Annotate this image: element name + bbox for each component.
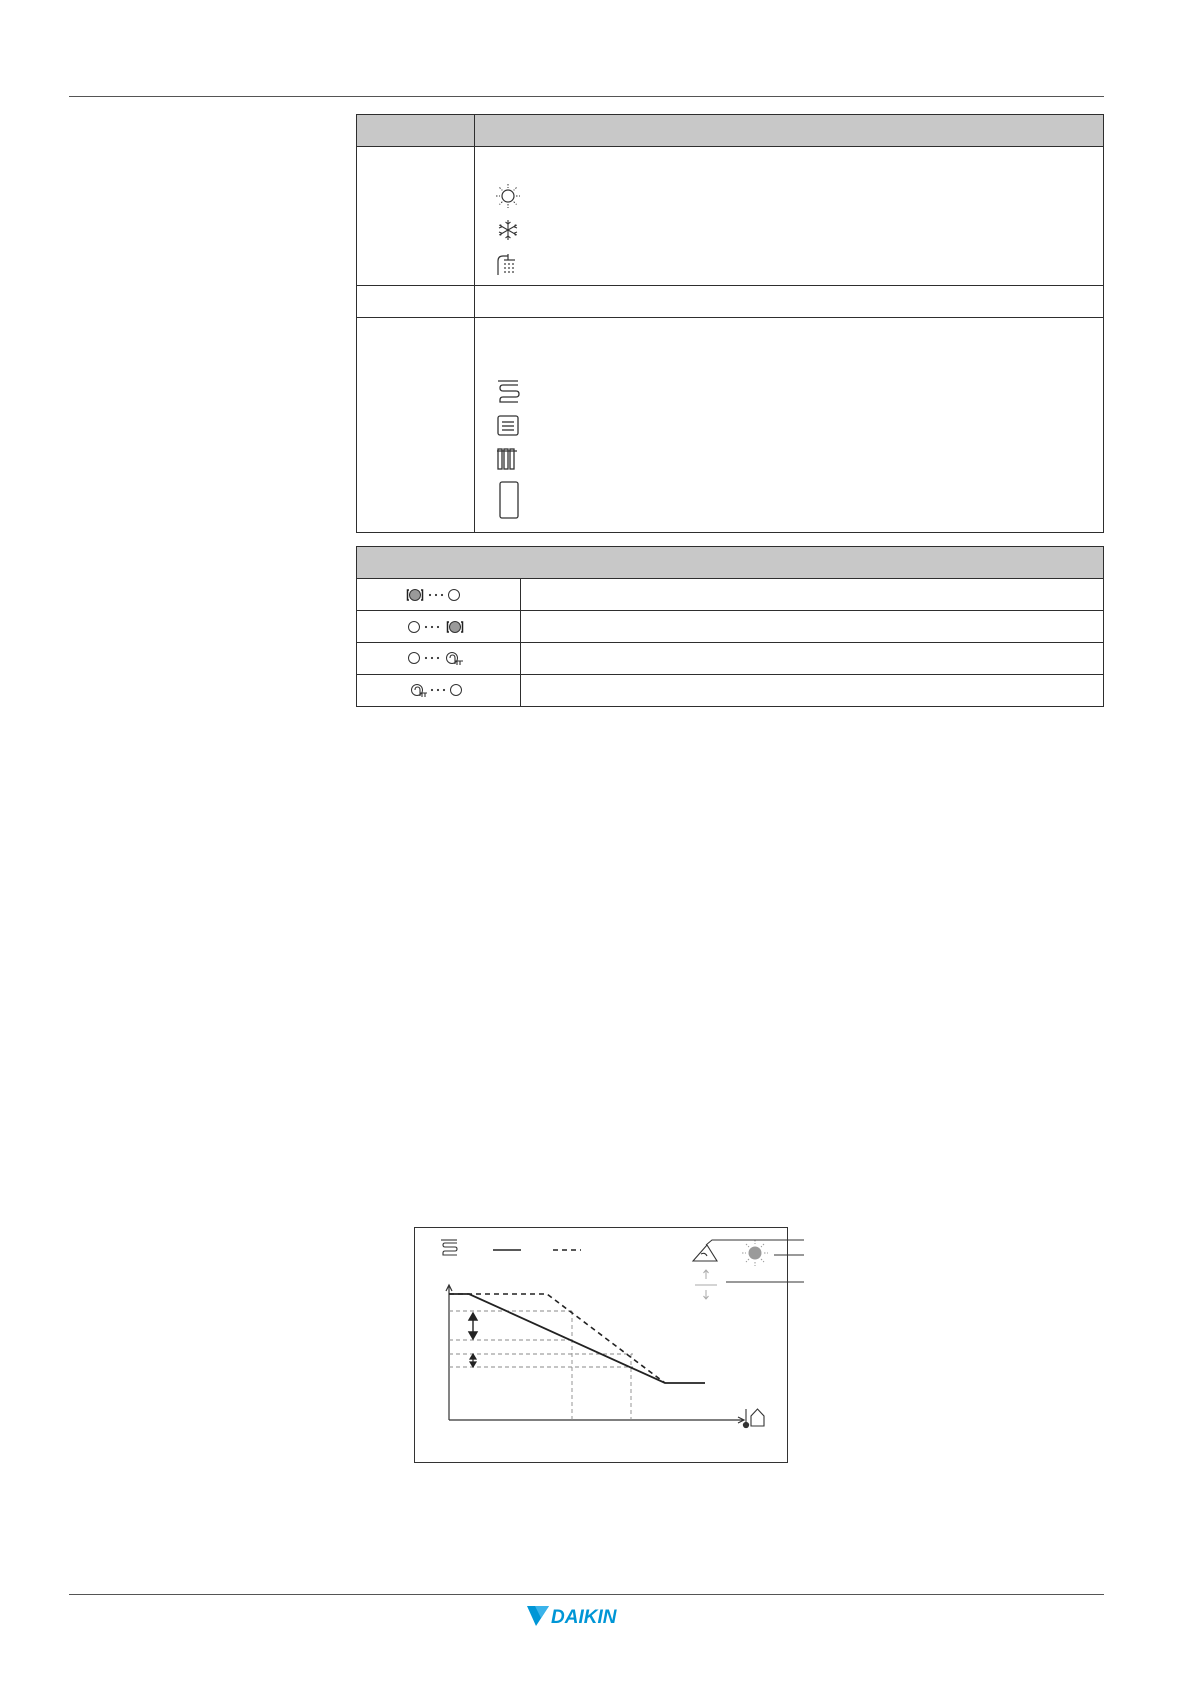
indicators-table [356, 546, 1104, 707]
header-rule [69, 96, 1104, 97]
indicator-left-touch-icon [406, 681, 472, 701]
svg-text:DAIKIN: DAIKIN [551, 1607, 617, 1628]
outdoor-temperature-icon [743, 1409, 764, 1428]
table-icon-cell [357, 579, 521, 611]
fan-coil-icon [495, 412, 1103, 446]
table-row [357, 318, 1104, 533]
offset-arrow-large [469, 1313, 477, 1339]
table-value-cell [475, 286, 1104, 318]
dashed-curve [449, 1294, 665, 1383]
offset-arrow-small [470, 1354, 476, 1367]
daikin-logo [527, 1603, 647, 1629]
radiator-icon [495, 446, 1103, 480]
table-row [357, 579, 1104, 611]
callout-lines [700, 1227, 820, 1307]
table-header-cell [357, 547, 1104, 579]
table-header-row [357, 115, 1104, 147]
table-key-cell [357, 286, 475, 318]
table-text-cell [521, 643, 1104, 675]
table-row [357, 286, 1104, 318]
underfloor-heating-icon [495, 378, 1103, 412]
solid-curve [449, 1294, 705, 1383]
table-icon-cell [357, 611, 521, 643]
table-header-cell [357, 115, 475, 147]
table-icon-cell [357, 643, 521, 675]
table-header-row [357, 547, 1104, 579]
table-text-cell [521, 579, 1104, 611]
underfloor-heating-icon [441, 1240, 457, 1255]
table-text-cell [521, 611, 1104, 643]
table-row [357, 147, 1104, 286]
table-value-cell [475, 318, 1104, 533]
indicator-right-touch-icon [406, 649, 472, 669]
indicator-right-selected-icon [406, 618, 472, 636]
table-header-cell [475, 115, 1104, 147]
indicator-left-selected-icon [406, 586, 472, 604]
table-key-cell [357, 318, 475, 533]
sun-icon [495, 183, 1103, 217]
table-row [357, 643, 1104, 675]
table-icon-cell [357, 675, 521, 707]
table-row [357, 611, 1104, 643]
snowflake-icon [495, 217, 1103, 251]
modes-table [356, 114, 1104, 533]
tank-icon [495, 480, 1103, 520]
shower-icon [495, 251, 1103, 285]
table-key-cell [357, 147, 475, 286]
footer-rule [69, 1594, 1104, 1595]
table-row [357, 675, 1104, 707]
table-text-cell [521, 675, 1104, 707]
table-value-cell [475, 147, 1104, 286]
